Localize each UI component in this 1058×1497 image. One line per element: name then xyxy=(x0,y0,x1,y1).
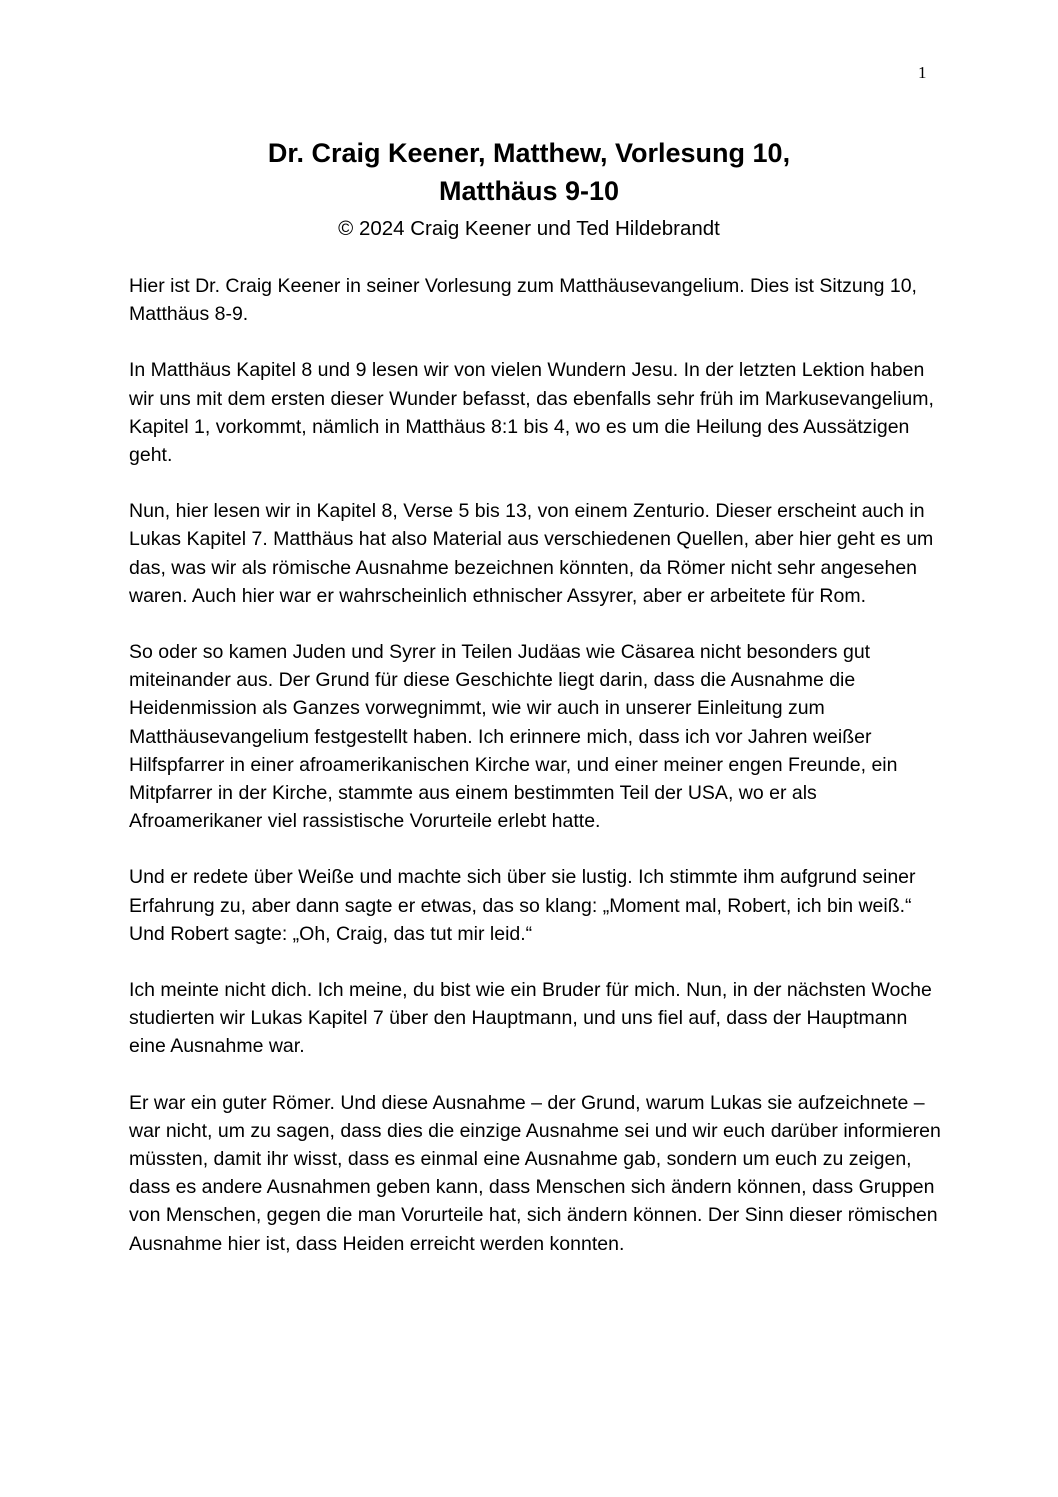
copyright-notice: © 2024 Craig Keener und Ted Hildebrandt xyxy=(338,217,720,240)
document-body xyxy=(129,272,949,1286)
paragraph-2: In Matthäus Kapitel 8 und 9 lesen wir von vielen Wundern Jesu. In der letzten Lektion haben wir uns mit dem ersten dieser Wunder befasst, das ebenfalls sehr früh im Markusevangelium, Kapitel 1, vorkommt, nämlich in Matthäus 8:1 bis 4, wo es um die Heilung des Aussätzigen geht. xyxy=(129,359,934,467)
paragraph-4: So oder so kamen Juden und Syrer in Teilen Judäas wie Cäsarea nicht besonders gut miteinander aus. Der Grund für diese Geschichte liegt darin, dass die Ausnahme die Heidenmission als Ganzes vorwegnimmt, wie wir auch in unserer Einleitung zum Matthäusevangelium festgestellt haben. Ich erinnere mich, dass ich vor Jahren weißer Hilfspfarrer in einer afroamerikanischen Kirche war, und einer meiner engen Freunde, ein Mitpfarrer in der Kirche, stammte aus einem bestimmten Teil der USA, wo er als Afroamerikaner viel rassistische Vorurteile erlebt hatte. xyxy=(129,641,898,833)
paragraph-3: Nun, hier lesen wir in Kapitel 8, Verse 5 bis 13, von einem Zenturio. Dieser erscheint auch in Lukas Kapitel 7. Matthäus hat also Material aus verschiedenen Quellen, aber hier geht es um das, was wir als römische Ausnahme bezeichnen könnten, da Römer nicht sehr angesehen waren. Auch hier war er wahrscheinlich ethnischer Assyrer, aber er arbeitete für Rom. xyxy=(129,500,934,607)
document-header xyxy=(0,134,1058,243)
paragraph-5: Und er redete über Weiße und machte sich über sie lustig. Ich stimmte ihm aufgrund seiner Erfahrung zu, aber dann sagte er etwas, das so klang: „Moment mal, Robert, ich bin weiß.“ Und Robert sagte: „Oh, Craig, das tut mir leid.“ xyxy=(129,866,916,945)
paragraph-6: Ich meinte nicht dich. Ich meine, du bist wie ein Bruder für mich. Nun, in der nächsten Woche studierten wir Lukas Kapitel 7 über den Hauptmann, und uns fiel auf, dass der Hauptmann eine Ausnahme war. xyxy=(129,979,932,1058)
document-title-line-1: Dr. Craig Keener, Matthew, Vorlesung 10, xyxy=(267,138,791,168)
page-number: 1 xyxy=(918,63,927,82)
paragraph-1: Hier ist Dr. Craig Keener in seiner Vorlesung zum Matthäusevangelium. Dies ist Sitzung 10, Matthäus 8-9. xyxy=(129,275,917,326)
paragraph-7: Er war ein guter Römer. Und diese Ausnahme – der Grund, warum Lukas sie aufzeichnete – war nicht, um zu sagen, dass dies die einzige Ausnahme sei und wir euch darüber informieren müssten, damit ihr wisst, dass es einmal eine Ausnahme gab, sondern um euch zu zeigen, dass es andere Ausnahmen geben kann, dass Menschen sich ändern können, dass Gruppen von Menschen, gegen die man Vorurteile hat, sich ändern können. Der Sinn dieser römischen Ausnahme hier ist, dass Heiden erreicht werden konnten. xyxy=(129,1091,941,1255)
document-title-line-2: Matthäus 9-10 xyxy=(438,176,620,206)
